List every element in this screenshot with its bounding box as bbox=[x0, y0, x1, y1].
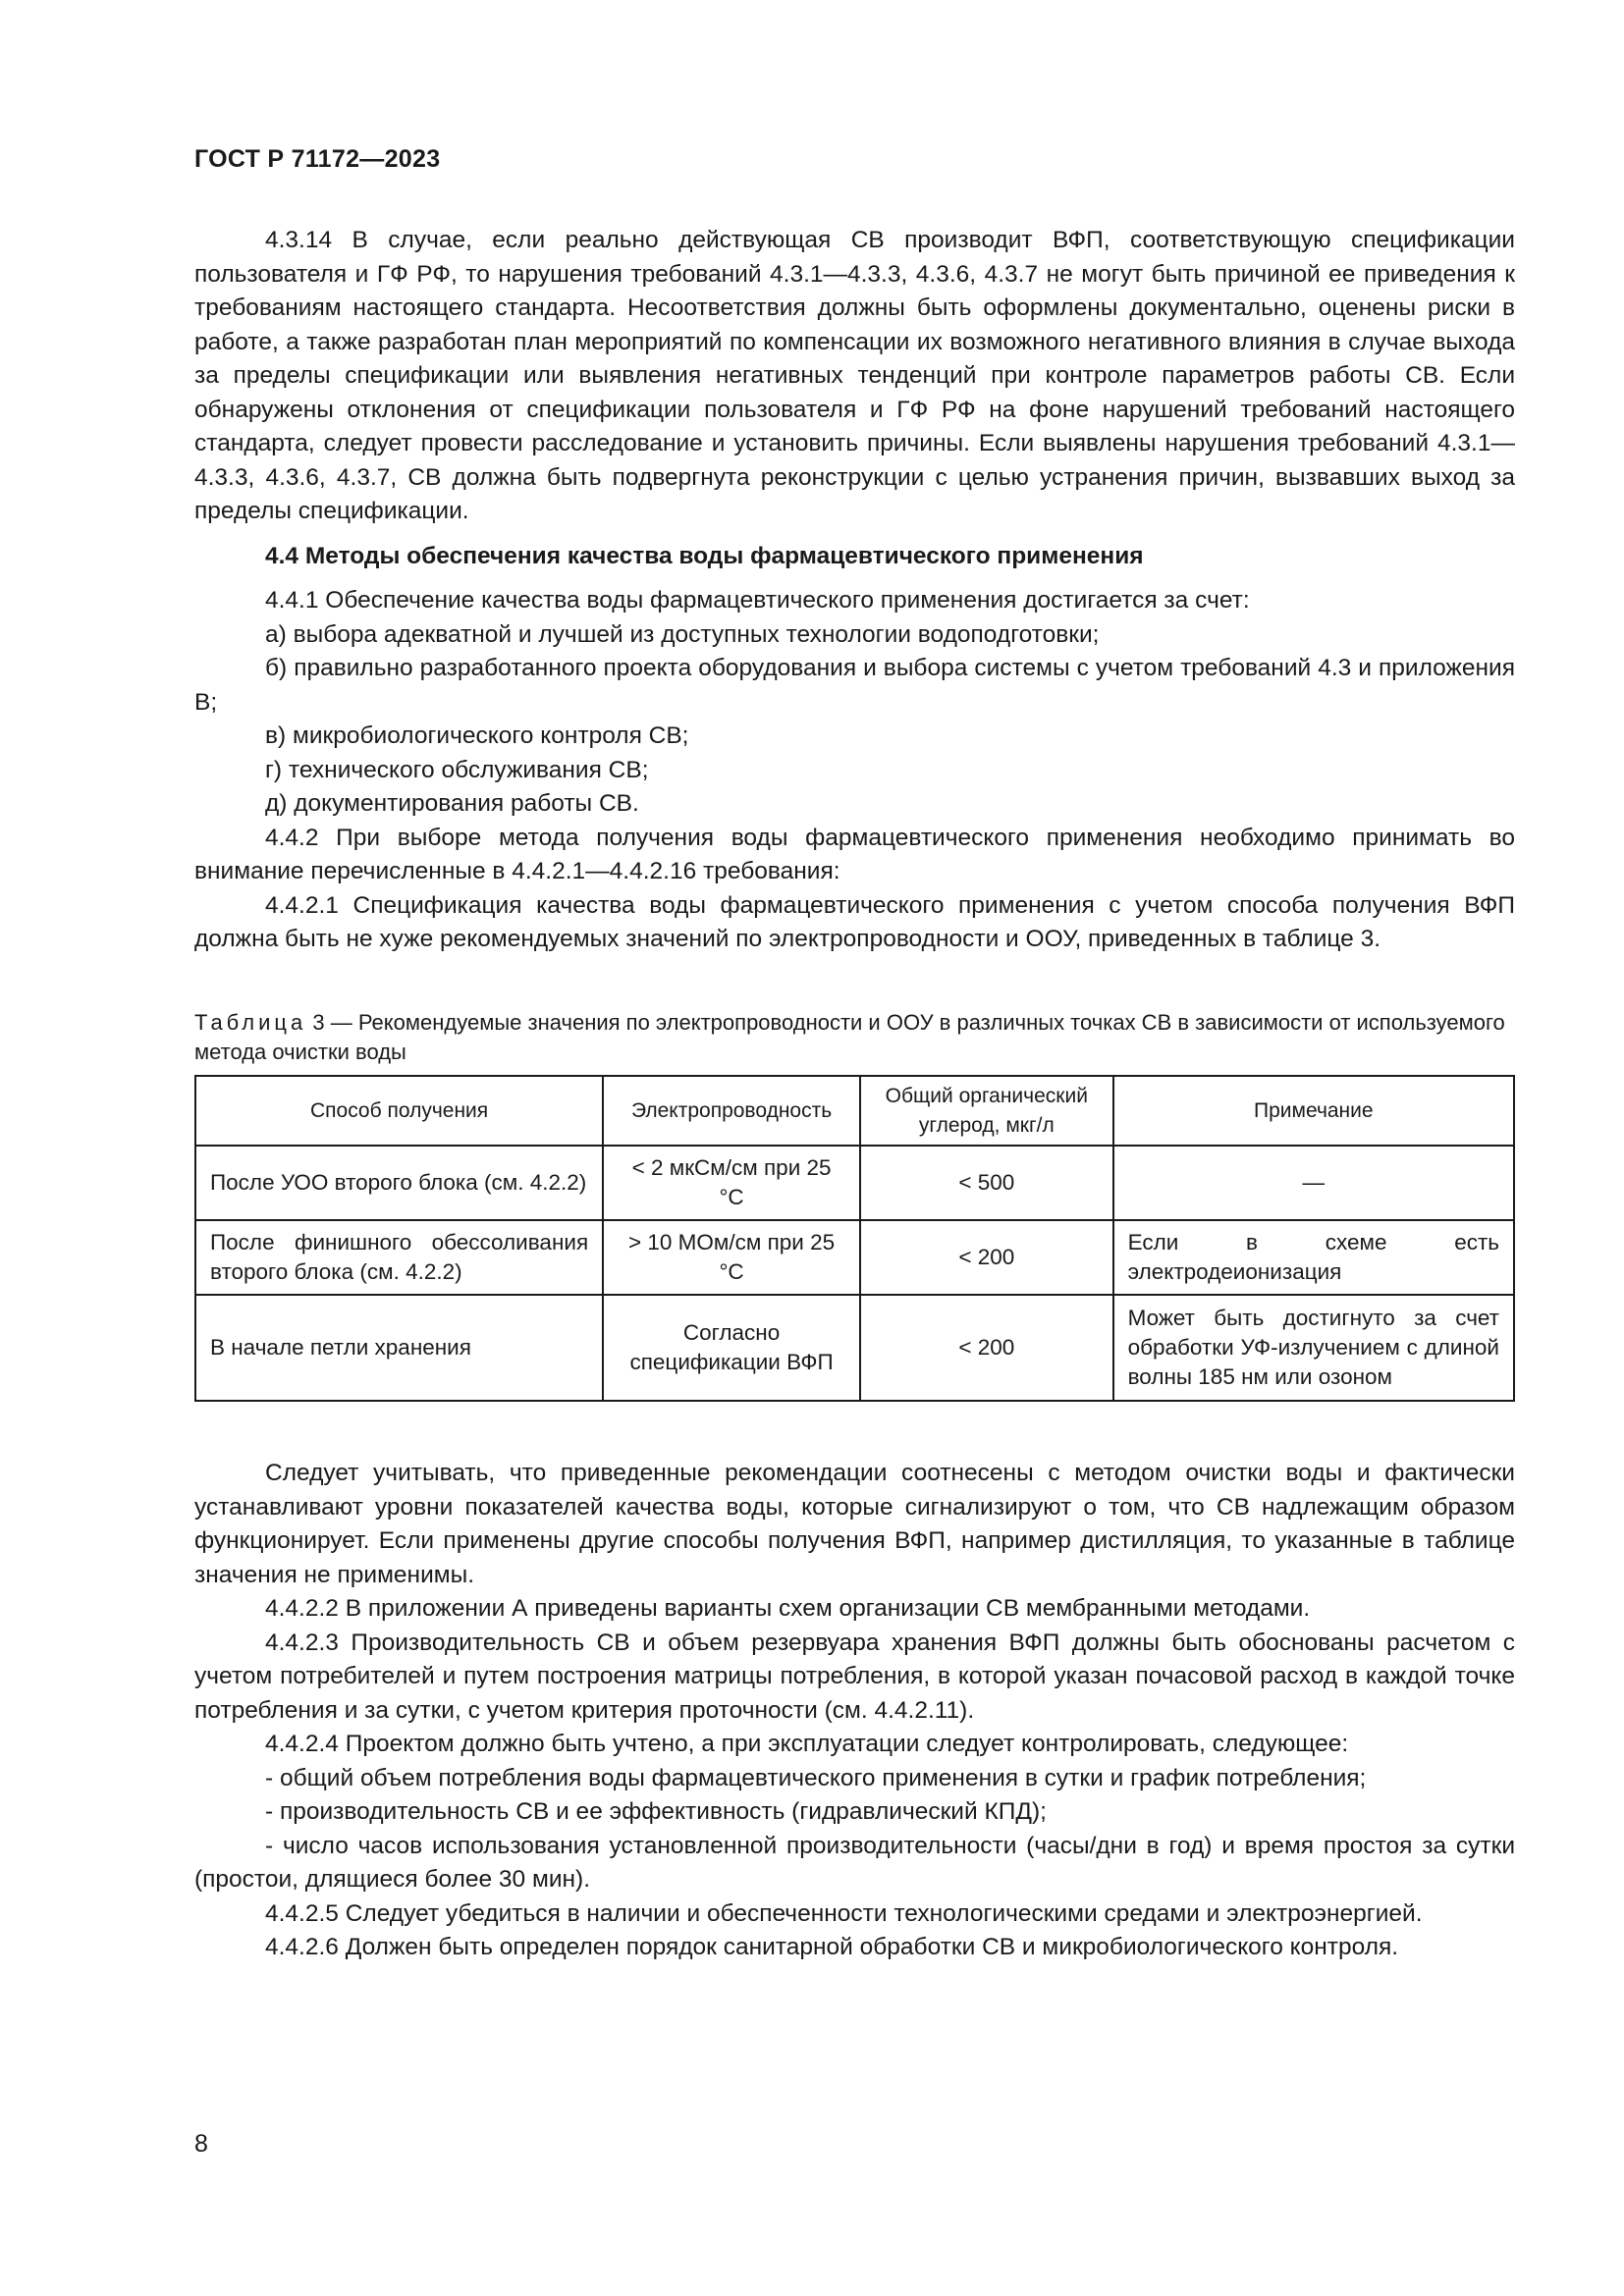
table-cell: После финишного обессоливания второго блока (см. 4.2.2) bbox=[195, 1220, 603, 1295]
text-block-top bbox=[194, 224, 1515, 957]
paragraph-4-3-14: 4.3.14 В случае, если реально действующая СВ производит ВФП, соответствующую спецификации пользователя и ГФ РФ, то нарушения требований 4.3.1—4.3.3, 4.3.6, 4.3.7 не могут быть причиной ее приведения к требованиям настоящего стандарта. Несоответствия должны быть оформлены документально, оценены риски в работе, а также разработан план мероприятий по компенсации их возможного негативного влияния в случае выхода за пределы спецификации или выявления негативных тенденций при контроле параметров работы СВ. Если обнаружены отклонения от спецификации пользователя и ГФ РФ на фоне нарушений требований настоящего стандарта, следует провести расследование и установить причины. Если выявлены нарушения требований 4.3.1—4.3.3, 4.3.6, 4.3.7, СВ должна быть подвергнута реконструкции с целью устранения причин, вызвавших выход за пределы спецификации. bbox=[194, 227, 1515, 524]
table-cell: В начале петли хранения bbox=[195, 1295, 603, 1401]
page-number: 8 bbox=[194, 2130, 208, 2158]
header-conductivity: Электропроводность bbox=[603, 1076, 860, 1146]
paragraph-4-4-2-5: 4.4.2.5 Следует убедиться в наличии и обеспеченности технологическими средами и электроэнергией. bbox=[265, 1899, 1423, 1927]
table-row bbox=[195, 1295, 1514, 1401]
header-toc: Общий органический углерод, мкг/л bbox=[860, 1076, 1113, 1146]
dash-item-2: - производительность СВ и ее эффективность (гидравлический КПД); bbox=[265, 1798, 1047, 1825]
section-heading-4-4: 4.4 Методы обеспечения качества воды фармацевтического применения bbox=[265, 542, 1144, 569]
header-note: Примечание bbox=[1113, 1076, 1514, 1146]
table-row bbox=[195, 1220, 1514, 1295]
list-item-b: б) правильно разработанного проекта оборудования и выбора системы с учетом требований 4.3 и приложения В; bbox=[194, 655, 1515, 716]
table-row bbox=[195, 1146, 1514, 1220]
paragraph-4-4-1: 4.4.1 Обеспечение качества воды фармацевтического применения достигается за счет: bbox=[265, 587, 1250, 614]
table-cell: Может быть достигнуто за счет обработки УФ-излучением с длиной волны 185 нм или озоном bbox=[1113, 1295, 1514, 1401]
table-header-row bbox=[195, 1076, 1514, 1146]
text-block-bottom bbox=[194, 1457, 1515, 1965]
table-cell: > 10 МОм/см при 25 °С bbox=[603, 1220, 860, 1295]
table-cell: — bbox=[1113, 1146, 1514, 1220]
table-cell: < 500 bbox=[860, 1146, 1113, 1220]
header-method: Способ получения bbox=[195, 1076, 603, 1146]
document-header: ГОСТ Р 71172—2023 bbox=[194, 145, 441, 173]
table-caption bbox=[194, 1008, 1515, 1067]
paragraph-4-4-2-3: 4.4.2.3 Производительность СВ и объем резервуара хранения ВФП должны быть обоснованы расчетом с учетом потребителей и путем построения матрицы потребления, в которой указан почасовой расход в каждой точке потребления и за сутки, с учетом критерия проточности (см. 4.4.2.11). bbox=[194, 1629, 1515, 1724]
paragraph-4-4-2-1: 4.4.2.1 Спецификация качества воды фармацевтического применения с учетом способа получения ВФП должна быть не хуже рекомендуемых значений по электропроводности и ООУ, приведенных в таблице 3. bbox=[194, 891, 1515, 952]
paragraph-4-4-2-4: 4.4.2.4 Проектом должно быть учтено, а при эксплуатации следует контролировать, следующее: bbox=[265, 1731, 1349, 1757]
table-cell: < 2 мкСм/см при 25 °С bbox=[603, 1146, 860, 1220]
table-cell: Если в схеме есть электродеионизация bbox=[1113, 1220, 1514, 1295]
table-cell: < 200 bbox=[860, 1220, 1113, 1295]
table-cell: После УОО второго блока (см. 4.2.2) bbox=[195, 1146, 603, 1220]
table-3 bbox=[194, 1075, 1515, 1402]
paragraph-following-table: Следует учитывать, что приведенные рекомендации соотнесены с методом очистки воды и фактически устанавливают уровни показателей качества воды, которые сигнализируют о том, что СВ надлежащим образом функционирует. Если применены другие способы получения ВФП, например дистилляция, то указанные в таблице значения не применимы. bbox=[194, 1460, 1515, 1588]
list-item-a: а) выбора адекватной и лучшей из доступных технологии водоподготовки; bbox=[265, 620, 1100, 648]
list-item-d: д) документирования работы СВ. bbox=[265, 790, 639, 817]
table-caption-word: Таблица bbox=[194, 1010, 307, 1035]
paragraph-4-4-2: 4.4.2 При выборе метода получения воды фармацевтического применения необходимо принимать во внимание перечисленные в 4.4.2.1—4.4.2.16 требования: bbox=[194, 824, 1515, 884]
table-cell: < 200 bbox=[860, 1295, 1113, 1401]
list-item-v: в) микробиологического контроля СВ; bbox=[265, 722, 689, 749]
paragraph-4-4-2-2: 4.4.2.2 В приложении А приведены варианты схем организации СВ мембранными методами. bbox=[265, 1595, 1311, 1622]
paragraph-4-4-2-6: 4.4.2.6 Должен быть определен порядок санитарной обработки СВ и микробиологического контроля. bbox=[265, 1934, 1399, 1960]
table-caption-text: 3 — Рекомендуемые значения по электропроводности и ООУ в различных точках СВ в зависимости от используемого метода очистки воды bbox=[194, 1010, 1505, 1064]
table-cell: Согласно спецификации ВФП bbox=[603, 1295, 860, 1401]
list-item-g: г) технического обслуживания СВ; bbox=[265, 756, 649, 783]
dash-item-1: - общий объем потребления воды фармацевтического применения в сутки и график потребления; bbox=[265, 1764, 1367, 1791]
dash-item-3: - число часов использования установленной производительности (часы/дни в год) и время простоя за сутки (простои, длящиеся более 30 мин). bbox=[194, 1832, 1515, 1893]
